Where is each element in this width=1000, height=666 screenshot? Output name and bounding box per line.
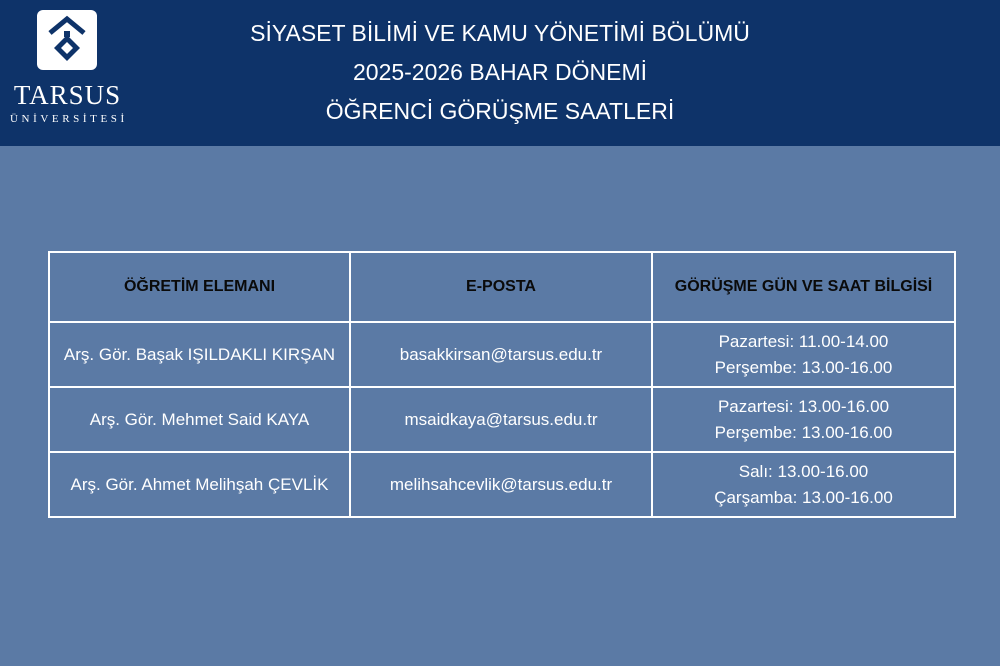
table-row — [49, 452, 955, 517]
instructor-email[interactable]: basakkirsan@tarsus.edu.tr — [350, 322, 652, 387]
office-hours-line: Perşembe: 13.00-16.00 — [714, 357, 893, 377]
instructor-name: Arş. Gör. Mehmet Said KAYA — [49, 387, 350, 452]
instructor-name: Arş. Gör. Ahmet Melihşah ÇEVLİK — [49, 452, 350, 517]
instructor-email[interactable]: msaidkaya@tarsus.edu.tr — [350, 387, 652, 452]
logo-name: TARSUS — [13, 80, 122, 110]
logo-subtitle: ÜNİVERSİTESİ — [10, 113, 128, 125]
office-hours-line: Pazartesi: 11.00-14.00 — [718, 331, 889, 351]
office-hours-cell — [652, 452, 955, 517]
table-header-row — [49, 252, 955, 322]
column-header-instructor: ÖĞRETİM ELEMANI — [49, 252, 350, 322]
logo-emblem — [37, 10, 97, 70]
office-hours-cell — [652, 387, 955, 452]
office-hours-line: Çarşamba: 13.00-16.00 — [714, 487, 893, 507]
title-term: 2025-2026 BAHAR DÖNEMİ — [352, 59, 647, 85]
office-hours-cell — [652, 322, 955, 387]
office-hours-line: Salı: 13.00-16.00 — [738, 461, 869, 481]
office-hours-line: Perşembe: 13.00-16.00 — [714, 422, 893, 442]
office-hours-line: Pazartesi: 13.00-16.00 — [717, 396, 890, 416]
university-logo — [10, 8, 128, 133]
table-row — [49, 387, 955, 452]
page-title — [150, 14, 850, 131]
title-department: SİYASET BİLİMİ VE KAMU YÖNETİMİ BÖLÜMÜ — [250, 20, 750, 46]
column-header-hours: GÖRÜŞME GÜN VE SAAT BİLGİSİ — [652, 252, 955, 322]
title-office-hours: ÖĞRENCİ GÖRÜŞME SAATLERİ — [325, 98, 675, 124]
page-header — [0, 0, 1000, 146]
emblem-icon — [37, 10, 97, 70]
table-row — [49, 322, 955, 387]
column-header-email: E-POSTA — [350, 252, 652, 322]
instructor-email[interactable]: melihsahcevlik@tarsus.edu.tr — [350, 452, 652, 517]
instructor-name: Arş. Gör. Başak IŞILDAKLI KIRŞAN — [49, 322, 350, 387]
office-hours-table — [48, 251, 956, 518]
